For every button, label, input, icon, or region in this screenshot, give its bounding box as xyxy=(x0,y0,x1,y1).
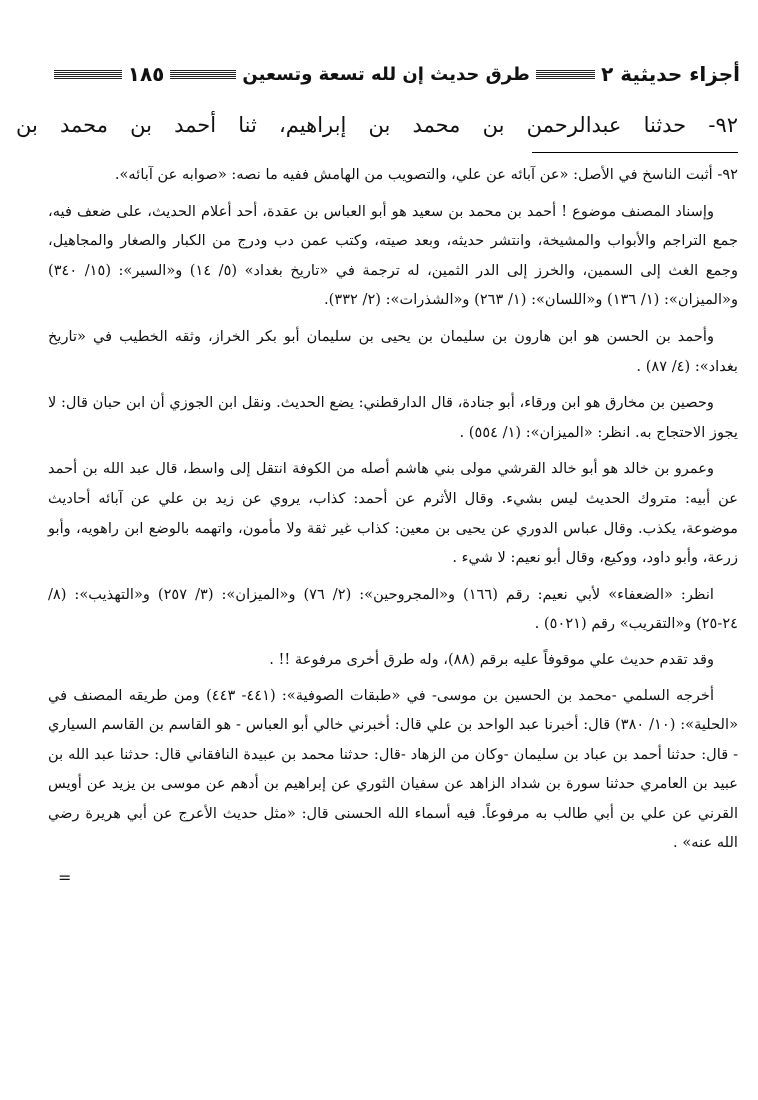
footnote-paragraph: وعمرو بن خالد هو أبو خالد القرشي مولى بني هاشم أصله من الكوفة انتقل إلى واسط، قال عبد الله بن أحمد عن أبيه: متروك الحديث ليس بشيء. وقال الأثرم عن أحمد: كذاب، يروي عن زيد بن علي عن آبائه أحاديث موضوعة، يكذب. وقال عباس الدوري عن يحيى بن معين: كذاب غير ثقة ولا مأمون، واتهمه بالوضع ابن راهويه، وأبو زرعة، وأبو داود، ووكيع، وقال أبو نعيم: لا شيء . xyxy=(48,460,738,567)
page-number: ١٨٥ xyxy=(127,62,165,86)
footnote-paragraph: ٩٢- أثبت الناسخ في الأصل: «عن آبائه عن علي، والتصويب من الهامش ففيه ما نصه: «صوابه عن آبائه». xyxy=(114,166,738,183)
footnote-paragraph: وحصين بن مخارق هو ابن ورقاء، أبو جنادة، قال الدارقطني: يضع الحديث. ونقل ابن الجوزي أن ابن حبان قال: لا يجوز الاحتجاج به. انظر: «الميزان»: (١/ ٥٥٤) . xyxy=(48,394,738,441)
continuation-mark: = xyxy=(58,868,72,887)
footnote-separator xyxy=(532,152,738,153)
footnote-paragraph: وقد تقدم حديث علي موقوفاً عليه برقم (٨٨)، وله طرق أخرى مرفوعة !! . xyxy=(269,650,714,668)
main-text: ٩٢- حدثنا عبدالرحمن بن محمد بن إبراهيم، ثنا أحمد بن محمد بن xyxy=(16,113,738,137)
header-ornament xyxy=(536,70,595,79)
series-title: أجزاء حديثية ٢ xyxy=(601,62,740,86)
header-ornament xyxy=(54,70,122,79)
chapter-title: طرق حديث إن لله تسعة وتسعين xyxy=(242,63,530,85)
footnote-paragraph: أخرجه السلمي -محمد بن الحسين بن موسى- في «طبقات الصوفية»: (٤٤١- ٤٤٣) ومن طريقه المصنف في «الحلية»: (١٠/ ٣٨٠) قال: أخبرنا عبد الواحد بن علي قال: أخبرني خالي أبو العباس - هو القاسم بن القاسم السياري - قال: حدثنا أحمد بن عباد بن سليمان -وكان من الزهاد -قال: حدثنا محمد بن عبيدة النافقاني قال: حدثنا عبد الله بن عبيد بن العامري حدثنا سورة بن شداد الزاهد عن سفيان الثوري عن إبراهيم بن أدهم عن موسى بن يزيد عن أويس القرني عن علي بن أبي طالب به مرفوعاً. فيه أسماء الله الحسنى قال: «مثل حديث الأعرج عن أبي هريرة رضي الله عنه» . xyxy=(48,686,738,852)
header-ornament xyxy=(170,70,236,79)
footnote-paragraph: وأحمد بن الحسن هو ابن هارون بن سليمان بن يحيى بن سليمان أبو بكر الخراز، وثقه الخطيب في «تاريخ بغداد»: (٤/ ٨٧) . xyxy=(48,327,738,375)
footnote-paragraph: وإسناد المصنف موضوع ! أحمد بن محمد بن سعيد هو أبو العباس بن عقدة، أحد أعلام الحديث، على ضعف فيه، جمع التراجم والأبواب والمشيخة، وانتشر حديثه، وبعد صيته، وكتب عمن دب ودرج من الكبار والصغار والمجاهيل، وجمع الغث إلى السمين، والخرز إلى الدر الثمين، له ترجمة في «تاريخ بغداد» (٥/ ١٤) و«السير»: (١٥/ ٣٤٠) و«الميزان»: (١/ ١٣٦) و«اللسان»: (١/ ٢٦٣) و«الشذرات»: (٢/ ٣٣٢). xyxy=(48,202,738,309)
footnote-paragraph: انظر: «الضعفاء» لأبي نعيم: رقم (١٦٦) و«المجروحين»: (٢/ ٧٦) و«الميزان»: (٣/ ٢٥٧) و«التهذيب»: (٨/ ٢٤-٢٥) و«التقريب» رقم (٥٠٢١) . xyxy=(48,585,738,633)
footnotes xyxy=(48,160,738,865)
running-header xyxy=(48,56,740,92)
